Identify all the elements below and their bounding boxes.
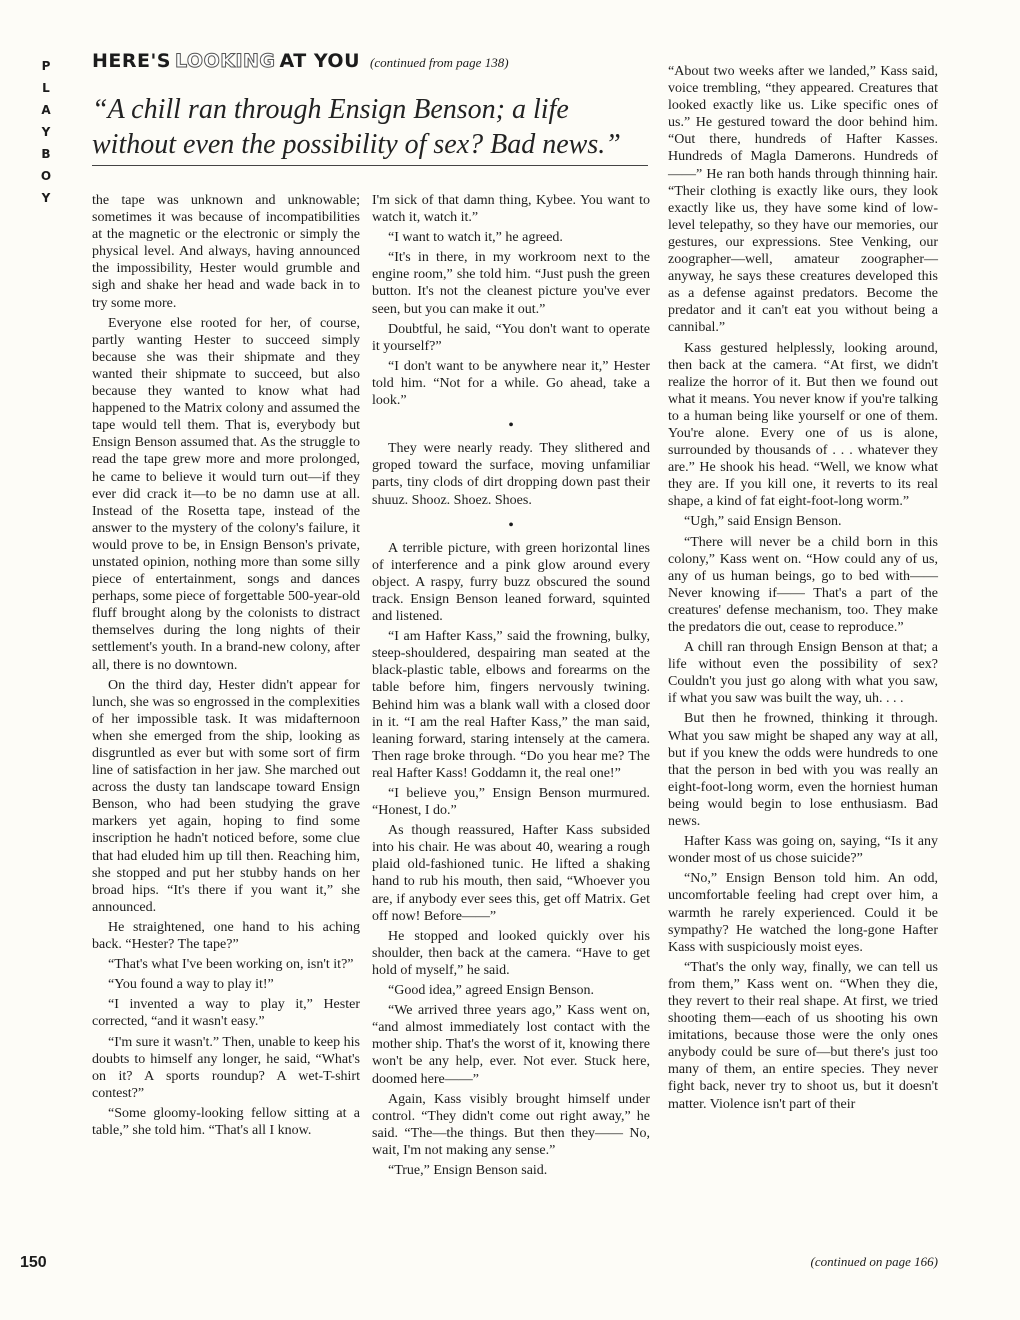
paragraph: “That's the only way, finally, we can tell us from them,” Kass went on. “When they die, they revert to their real shape. At first, we tried shooting them—each of us shooting his own imitations, because those were the only ones anybody could be sure of—but there's just too many of them, an entire species. They never fight back, never try to shoot us, but it doesn't matter. Violence isn't part of their [668, 959, 938, 1112]
paragraph: “Ugh,” said Ensign Benson. [684, 514, 842, 530]
paragraph: He straightened, one hand to his aching back. “Hester? The tape?” [92, 919, 360, 953]
pull-quote-divider [92, 165, 648, 166]
side-letter: P [41, 59, 51, 73]
header-title-part3: AT YOU [279, 50, 360, 72]
paragraph: “I want to watch it,” he agreed. [388, 230, 563, 246]
paragraph: “Some gloomy-looking fellow sitting at a table,” she told him. “That's all I know. [92, 1105, 360, 1138]
paragraph: “True,” Ensign Benson said. [388, 1162, 548, 1178]
paragraph: “There will never be a child born in this colony,” Kass went on. “How could any of us, any of us human beings, go to bed with—— Never knowing if—— That's a part of the creatures' defense mechanism, too. They make the predators die out, cease to reproduce.” [668, 534, 938, 635]
paragraph: But then he frowned, thinking it through. What you saw might be shaped any way at all, but if you knew the odds were hundreds to one that the person in bed with you was really an eight-foot-long worm, even the horniest human being would begin to lose enthusiasm. Bad news. [668, 711, 938, 830]
side-letter: O [40, 169, 52, 183]
paragraph: “No,” Ensign Benson told him. An odd, uncomfortable feeling had crept over him, a warmth he rarely experienced. Could it be sympathy? He watched the long-gone Hafter Kass with suspiciously moist eyes. [668, 871, 938, 955]
header-title-part1: HERE'S [92, 50, 171, 72]
paragraph: “About two weeks after we landed,” Kass said, voice trembling, “they appeared. Creatures that looked exactly like us. Like specific ones of us.” He gestured toward the door behind him. “Out there, hundreds of Hafter Kasses. Hundreds of Magla Damerons. Hundreds of——” He ran both hands through thinning hair. “Their clothing is exactly like ours, they look exactly like us, they have some kind of low-level telepathy, so they have our memories, our gestures, our expressions. Stee Venking, our zoographer—well, amateur zoographer—anyway, he says these creatures developed this as a defense against predators. Become the predator and it can't eat you without being a cannibal.” [668, 64, 938, 336]
paragraph: “It's in there, in my workroom next to the engine room,” she told him. “Just push the green button. It's not the cleanest picture you've ever seen, but you can make it out.” [372, 250, 650, 317]
paragraph: On the third day, Hester didn't appear for lunch, she was so engrossed in the complexities of her impossible task. It was midafternoon when she emerged from the ship, looking as disgruntled as ever but with some sort of firm line of satisfaction in her jaw. She marched out across the dusty tan landscape toward Ensign Benson, who had been studying the grave markers yet again, hoping to find some inscription he hadn't noticed before, some clue that had eluded him up till then. Reaching him, she stopped and put her stubby hands on her broad hips. “It's there if you want it,” she announced. [92, 677, 360, 915]
paragraph: “You found a way to play it!” [108, 977, 274, 993]
section-break: • [508, 516, 514, 534]
paragraph: Again, Kass visibly brought himself under control. “They didn't come out right away,” he said. “The—the things. But then they—— No, wait, I'm not making any sense.” [372, 1091, 650, 1158]
paragraph: Kass gestured helplessly, looking around, then back at the camera. “At first, we didn't realize the horror of it. But then we found out what it means. You never know if you're talking to a human being like yourself or one of them. You're alone. Every one of us is alone, surrounded by thousands of . . . whatever they are.” He shook his head. “Well, we know what they are. If you kill one, it reverts to its real shape, a kind of fat eight-foot-long worm.” [668, 340, 938, 510]
paragraph: Everyone else rooted for her, of course, partly wanting Hester to succeed simply because she was their shipmate and they wanted their shipmate to succeed, but also because they wanted to know what had happened to the Matrix colony and assumed the tape would tell them. That is, everybody but Ensign Benson assumed that. As the struggle to read the tape grew more and more prolonged, he came to believe it would turn out—if they ever did crack it—to be no damn use at all. Instead of the Rosetta tape, instead of the answer to the mystery of the colony's failure, it would prove to be, in Ensign Benson's private, unstated opinion, nothing more than some silly piece of entertainment, songs and dances perhaps, some piece of forgettable 500-year-old fluff brought along by the colonists to distract themselves during the long nights of their settlement's youth. In a brand-new colony, after all, there is no downtown. [92, 315, 360, 673]
paragraph: Hafter Kass was going on, saying, “Is it any wonder most of us chose suicide?” [668, 834, 938, 867]
side-letter: A [41, 103, 51, 117]
page-number: 150 [20, 1254, 47, 1271]
paragraph: “I invented a way to play it,” Hester corrected, “and it wasn't easy.” [92, 997, 360, 1030]
magazine-side-label [36, 55, 56, 209]
paragraph: They were nearly ready. They slithered and groped toward the surface, moving unfamiliar parts, tiny clods of dirt dropping down past their shuuz. Shooz. Shoez. Shoes. [372, 441, 650, 508]
paragraph: Doubtful, he said, “You don't want to operate it yourself?” [372, 321, 650, 354]
paragraph: “I am Hafter Kass,” said the frowning, bulky, steep-shouldered, despairing man seated at the black-plastic table, elbows and forearms on the table before him, fingers nervously twining. Behind him was a blank wall with a closed door in it. “I am the real Hafter Kass,” the man said, leaning forward, staring intensely at the camera. Then rage broke through. “Do you hear me? The real Hafter Kass! Goddamn it, the real one!” [372, 629, 650, 781]
section-break: • [508, 417, 514, 435]
text-column-1 [92, 192, 360, 1142]
continued-on-note: (continued on page 166) [810, 1254, 938, 1269]
continued-from-note: (continued from page 138) [370, 55, 509, 70]
side-letter: L [42, 81, 50, 95]
paragraph: “I'm sure it wasn't.” Then, unable to keep his doubts to himself any longer, he said, “What's on it? A sports roundup? A wet-T-shirt contest?” [92, 1034, 360, 1101]
text-column-3 [668, 63, 938, 1116]
paragraph: “That's what I've been working on, isn't it?” [108, 957, 354, 973]
side-letter: Y [41, 191, 51, 205]
paragraph: “I believe you,” Ensign Benson murmured. “Honest, I do.” [372, 786, 650, 819]
article-header [92, 50, 652, 72]
paragraph: “I don't want to be anywhere near it,” Hester told him. “Not for a while. Go ahead, take a look.” [372, 358, 650, 409]
header-title-part2: LOOKING [175, 50, 276, 72]
side-letter: Y [41, 125, 51, 139]
paragraph: the tape was unknown and unknowable; sometimes it was because of incompatibilities at the magnetic or the electronic or simply the physical level. And always, having announced the impossibility, Hester would grumble and sigh and shake her head and wade back in to try some more. [92, 193, 360, 311]
paragraph: A terrible picture, with green horizontal lines of interference and a pink glow around every object. A raspy, furry buzz obscured the sound track. Ensign Benson leaned forward, squinted and listened. [372, 540, 650, 625]
text-column-2 [372, 192, 650, 1182]
side-letter: B [41, 147, 51, 161]
paragraph: “Good idea,” agreed Ensign Benson. [388, 983, 595, 999]
paragraph: He stopped and looked quickly over his shoulder, then back at the camera. “Have to get hold of myself,” he said. [372, 928, 650, 978]
paragraph: “We arrived three years ago,” Kass went on, “and almost immediately lost contact with the mother ship. That's the worst of it, knowing there won't be any help, ever. Not ever. Stuck here, doomed here——” [372, 1003, 650, 1087]
pull-quote: “A chill ran through Ensign Benson; a life without even the possibility of sex? Bad news.” [92, 94, 621, 160]
paragraph: A chill ran through Ensign Benson at that; a life without even the possibility of sex? Couldn't you just go along with what you saw, if what you saw was built the way, uh. . . . [668, 640, 938, 707]
paragraph: I'm sick of that damn thing, Kybee. You want to watch it, watch it.” [372, 193, 650, 226]
paragraph: As though reassured, Hafter Kass subsided into his chair. He was about 40, wearing a rough plaid old-fashioned tunic. He lifted a shaking hand to rub his mouth, then said, “Whoever you are, if anybody ever sees this, get off Matrix. Get off now! Before——” [372, 823, 650, 924]
